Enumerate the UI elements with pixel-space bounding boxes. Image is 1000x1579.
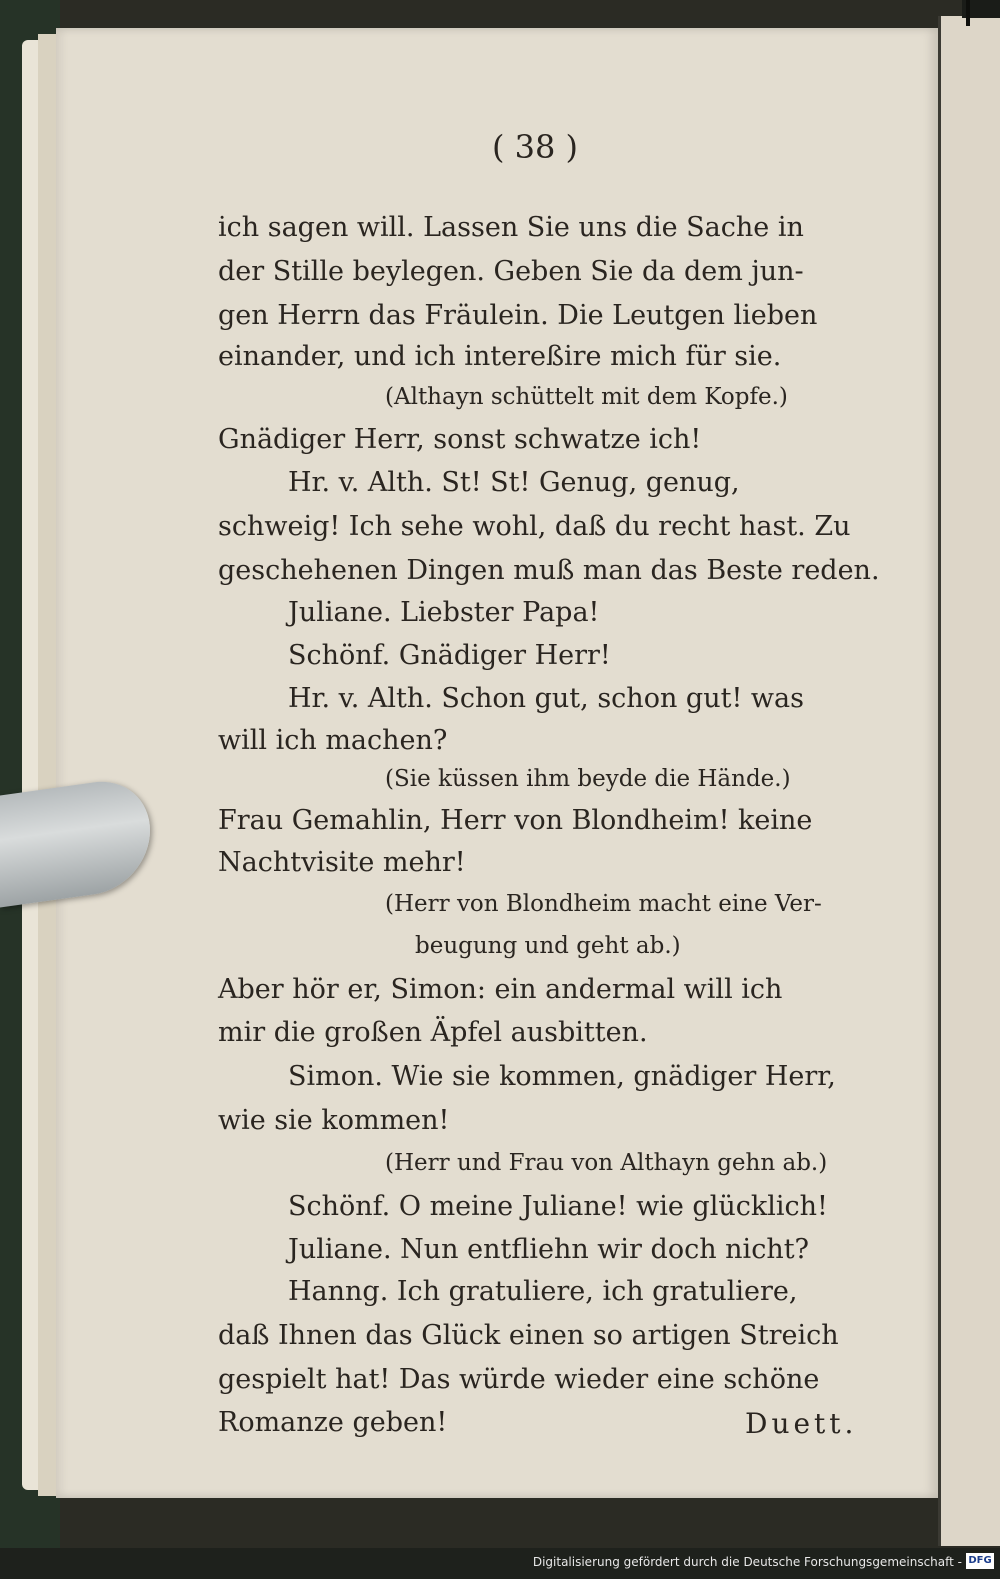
text-line: Gnädiger Herr, sonst schwatze ich!: [218, 424, 702, 455]
text-line: Hr. v. Alth. Schon gut, schon gut! was: [288, 683, 804, 714]
footer-credit: Digitalisierung gefördert durch die Deutsche Forschungsgemeinschaft -: [532, 1555, 962, 1569]
text-line: Hr. v. Alth. St! St! Genug, genug,: [288, 467, 740, 498]
text-line: mir die großen Äpfel ausbitten.: [218, 1017, 648, 1048]
text-line: daß Ihnen das Glück einen so artigen Streich: [218, 1320, 839, 1351]
catchword: Duett.: [745, 1407, 858, 1440]
stage-direction-line: (Sie küssen ihm beyde die Hände.): [385, 766, 791, 792]
text-line: Schönf. Gnädiger Herr!: [288, 640, 611, 671]
text-line: Juliane. Liebster Papa!: [288, 597, 600, 628]
text-line: Aber hör er, Simon: ein andermal will ich: [218, 974, 783, 1005]
stage-direction-line: (Herr und Frau von Althayn gehn ab.): [385, 1150, 828, 1176]
text-line: Romanze geben!: [218, 1407, 448, 1438]
stage-direction-line: (Althayn schüttelt mit dem Kopfe.): [385, 384, 788, 410]
text-line: wie sie kommen!: [218, 1105, 450, 1136]
text-line: Frau Gemahlin, Herr von Blondheim! keine: [218, 805, 813, 836]
text-line: der Stille beylegen. Geben Sie da dem jun-: [218, 256, 804, 287]
text-line: Juliane. Nun entfliehn wir doch nicht?: [288, 1234, 810, 1265]
text-line: will ich machen?: [218, 725, 448, 756]
text-line: Hanng. Ich gratuliere, ich gratuliere,: [288, 1276, 798, 1307]
frame-edge: [966, 0, 970, 26]
text-line: gen Herrn das Fräulein. Die Leutgen lieben: [218, 300, 818, 331]
text-line: Schönf. O meine Juliane! wie glücklich!: [288, 1191, 828, 1222]
page-number: ( 38 ): [491, 128, 579, 166]
text-line: schweig! Ich sehe wohl, daß du recht hast. Zu: [218, 511, 851, 542]
stage-direction-line: beugung und geht ab.): [415, 933, 681, 959]
text-line: gespielt hat! Das würde wieder eine schöne: [218, 1364, 820, 1395]
dfg-logo: DFG: [966, 1553, 994, 1569]
text-line: Nachtvisite mehr!: [218, 847, 466, 878]
adjacent-page: [938, 16, 1000, 1546]
text-line: ich sagen will. Lassen Sie uns die Sache in: [218, 212, 804, 243]
text-line: Simon. Wie sie kommen, gnädiger Herr,: [288, 1061, 836, 1092]
text-line: einander, und ich intereßire mich für sie.: [218, 341, 782, 372]
stage-direction-line: (Herr von Blondheim macht eine Ver-: [385, 891, 822, 917]
text-line: geschehenen Dingen muß man das Beste reden.: [218, 555, 880, 586]
